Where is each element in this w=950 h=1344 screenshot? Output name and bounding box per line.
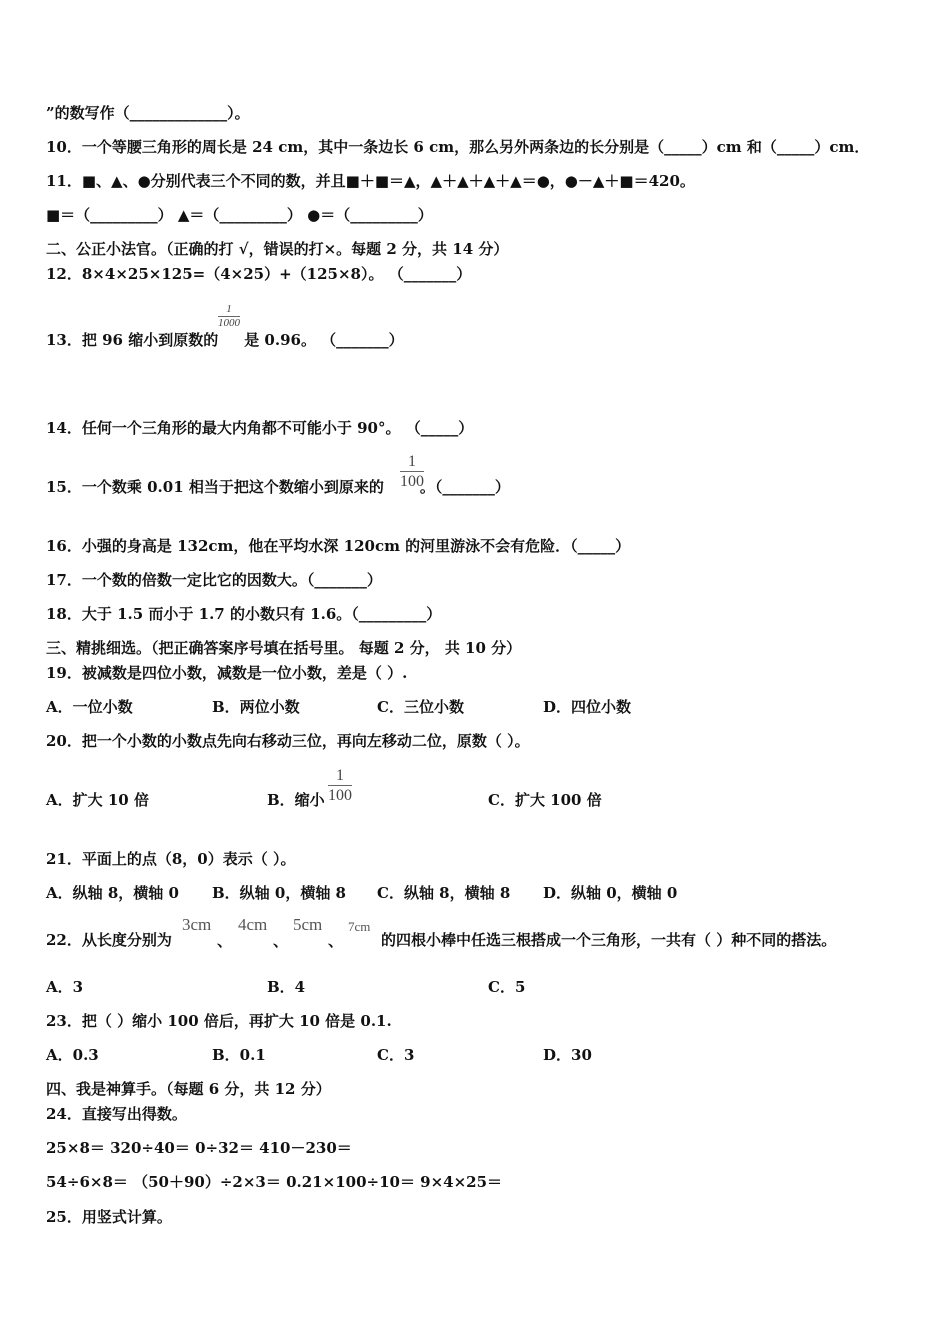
q15-frac-den: 100: [400, 473, 424, 490]
q9-tail: ”的数写作（_____________）。: [46, 104, 250, 122]
q23-option-b: B．0.1: [212, 1046, 266, 1064]
q21-option-b: B．纵轴 0，横轴 8: [212, 884, 346, 902]
question-23: 23．把（ ）缩小 100 倍后，再扩大 10 倍是 0.1.: [46, 1012, 392, 1030]
q22-sep-2: 、: [273, 932, 289, 950]
q20-frac-num: 1: [328, 766, 352, 786]
q13-frac-num: 1: [218, 303, 240, 317]
q23-option-a: A．0.3: [46, 1046, 99, 1064]
q21-option-a: A．纵轴 8，横轴 0: [46, 884, 179, 902]
question-16: 16．小强的身高是 132cm，他在平均水深 120cm 的河里游泳不会有危险．（_____）: [46, 537, 631, 555]
q22-option-b: B．4: [267, 978, 306, 996]
q22-length-3: 5cm: [293, 915, 323, 934]
question-25: 25．用竖式计算。: [46, 1208, 172, 1226]
q19-option-c: C．三位小数: [377, 698, 464, 716]
question-17: 17．一个数的倍数一定比它的因数大。（_______）: [46, 571, 382, 589]
q19-option-b: B．两位小数: [212, 698, 300, 716]
q20-fraction: [328, 766, 352, 805]
q22-length-4: 7cm: [348, 919, 371, 934]
q22-sep-1: 、: [217, 932, 233, 950]
q15-post: 。（_______）: [419, 478, 510, 496]
question-15: [46, 477, 510, 497]
question-24: 24．直接写出得数。: [46, 1105, 187, 1123]
q15-fraction: [400, 452, 424, 491]
question-11-answers: ■＝（_________） ▲＝（_________） ●＝（_________）: [46, 206, 433, 224]
section-4-title: 四、我是神算手。（每题 6 分，共 12 分）: [46, 1080, 331, 1098]
question-21: 21．平面上的点（8，0）表示（ ）。: [46, 850, 296, 868]
q20-option-a: A．扩大 10 倍: [46, 791, 149, 809]
q13-frac-den: 1000: [218, 317, 240, 329]
q24-row-1: 25×8＝ 320÷40＝ 0÷32＝ 410－230＝: [46, 1139, 352, 1157]
question-19: 19．被减数是四位小数，减数是一位小数，差是（ ）.: [46, 664, 408, 682]
q22-sep-3: 、: [328, 932, 344, 950]
question-20: 20．把一个小数的小数点先向右移动三位，再向左移动二位，原数（ ）。: [46, 732, 530, 750]
q13-pre: 13．把 96 缩小到原数的: [46, 331, 219, 349]
q22-length-1: 3cm: [182, 915, 212, 934]
question-14: 14．任何一个三角形的最大内角都不可能小于 90°。 （_____）: [46, 419, 474, 437]
q22-length-2: 4cm: [238, 915, 268, 934]
section-2-title: 二、公正小法官。（正确的打 √，错误的打×。每题 2 分，共 14 分）: [46, 240, 509, 258]
q23-option-c: C．3: [377, 1046, 415, 1064]
q15-frac-num: 1: [400, 452, 424, 472]
q23-option-d: D．30: [543, 1046, 592, 1064]
q13-post: 是 0.96。 （_______）: [244, 331, 404, 349]
q22-option-a: A．3: [46, 978, 84, 996]
q20-option-b: B．缩小: [267, 791, 325, 809]
q22-option-c: C．5: [488, 978, 526, 996]
question-13: [46, 330, 404, 350]
section-3-title: 三、精挑细选。（把正确答案序号填在括号里。 每题 2 分， 共 10 分）: [46, 639, 522, 657]
q19-option-a: A．一位小数: [46, 698, 133, 716]
question-11: 11．■、▲、●分别代表三个不同的数，并且■＋■＝▲，▲＋▲＋▲＋▲＝●，●－▲＋■＝420。: [46, 172, 695, 190]
question-22-post: 的四根小棒中任选三根搭成一个三角形，一共有（ ）种不同的搭法。: [381, 931, 837, 949]
question-22-pre: 22．从长度分别为: [46, 931, 172, 949]
q21-option-c: C．纵轴 8，横轴 8: [377, 884, 511, 902]
q15-pre: 15．一个数乘 0.01 相当于把这个数缩小到原来的: [46, 478, 384, 496]
q20-option-c: C．扩大 100 倍: [488, 791, 602, 809]
question-18: 18．大于 1.5 而小于 1.7 的小数只有 1.6。（_________）: [46, 605, 442, 623]
q13-fraction: [218, 303, 240, 330]
q21-option-d: D．纵轴 0，横轴 0: [543, 884, 678, 902]
q19-option-d: D．四位小数: [543, 698, 632, 716]
q24-row-2: 54÷6×8＝ （50＋90）÷2×3＝ 0.21×100÷10＝ 9×4×25＝: [46, 1173, 503, 1191]
question-10: 10．一个等腰三角形的周长是 24 cm，其中一条边长 6 cm，那么另外两条边的长分别是（_____）cm 和（_____）cm．: [46, 138, 870, 156]
q20-frac-den: 100: [328, 787, 352, 804]
question-12: 12．8×4×25×125=（4×25）+（125×8）。 （_______）: [46, 265, 472, 283]
